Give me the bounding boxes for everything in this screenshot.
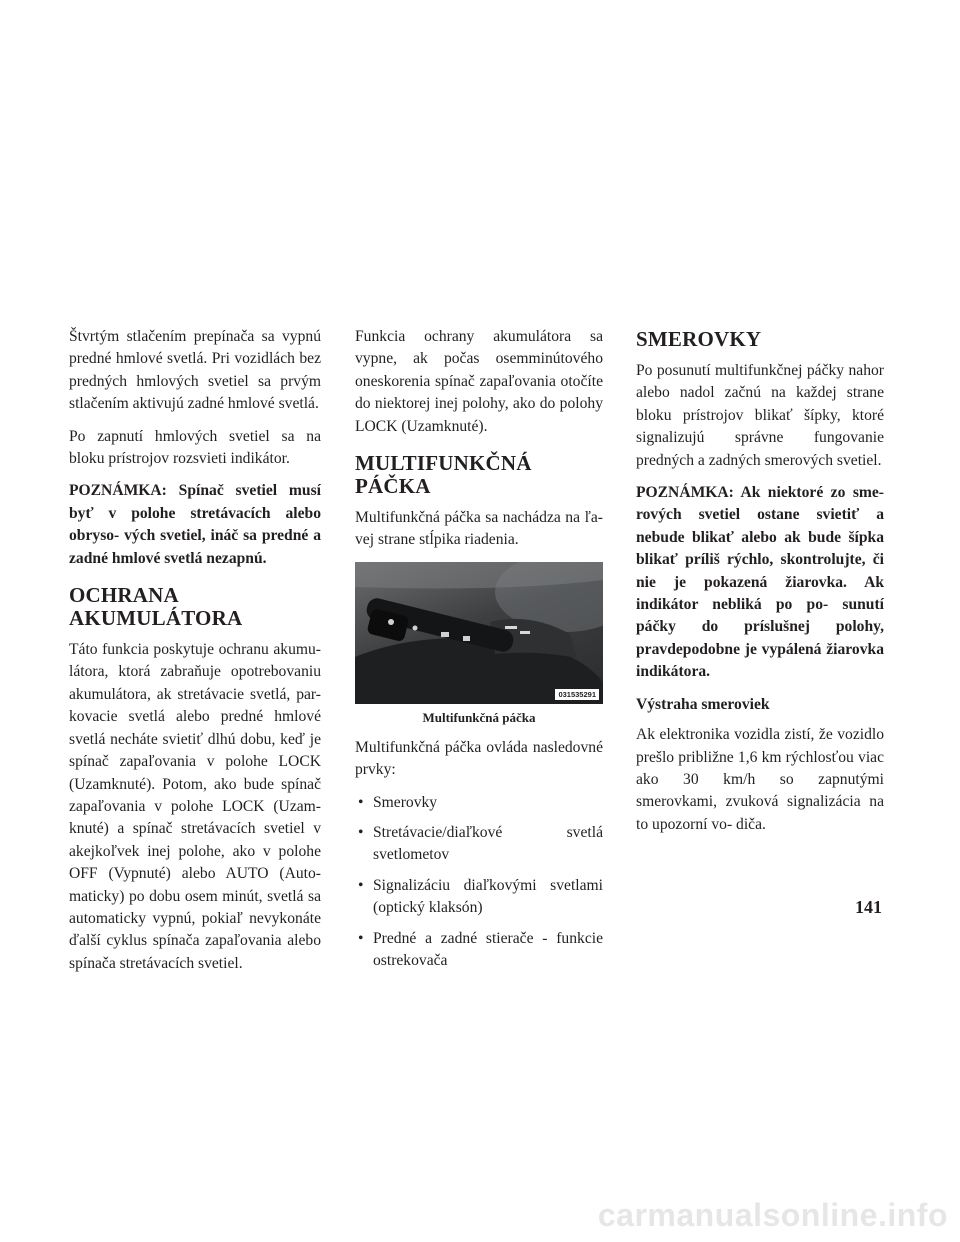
lever-features-list [355,792,603,973]
lever-photo [355,562,603,704]
heading-battery-line2: AKUMULÁTORA [69,606,243,631]
paragraph-battery-protection: Táto funkcia poskytuje ochranu akumu- látora, ktorá zabraňuje opotrebovaniu akumulátora, ak stretávacie svetlá, par- kovacie svetlá alebo predné hmlové svetlá necháte svietiť dlhú dobu, keď je spínač zapaľovania v polohe LOCK (Uzamknuté). Potom, ako bude spínač zapaľovania v polohe LOCK (Uzam- knuté) a spínač stretávacích svetiel v akejkoľvek inej polohe, ako v polohe OFF (Vypnuté) alebo AUTO (Auto- maticky) po dobu osem minút, svetlá sa automaticky vypnú, pokiaľ nevykonáte ďalší cyklus spínača zapaľovania alebo spínača stretávacích svetiel. [69,641,321,972]
heading-turn-signals: SMEROVKY [636,327,762,351]
figure-multifunction-lever [355,562,603,727]
list-item: • Stretávacie/diaľkové svetlá svetlometov [355,822,603,867]
paragraph-battery-protection-off: Funkcia ochrany akumulátora sa vypne, ak počas osemminútového oneskorenia spínač zapaľovania otočíte do niektorej inej polohy, ako do polohy LOCK (Uzamknuté). [355,328,603,435]
lever-illustration [355,562,603,704]
note-fog-lights: POZNÁMKA: Spínač svetiel musí byť v polohe stretávacích alebo obryso- vých svetiel, ináč sa predné a zadné hmlové svetlá nezapnú. [69,482,321,567]
paragraph-lever-location: Multifunkčná páčka sa nachádza na ľa- vej strane stĺpika riadenia. [355,509,603,549]
heading-multifunction-lever: MULTIFUNKČNÁ PÁČKA [355,451,532,499]
page-number: 141 [855,897,882,917]
paragraph-fog-lights-off: Štvrtým stlačením prepínača sa vypnú predné hmlové svetlá. Pri vozidlách bez predných hmlových svetiel sa prvým stlačením aktivujú zadné hmlové svetlá. [69,328,321,413]
paragraph-turn-signals: Po posunutí multifunkčnej páčky nahor alebo nadol začnú na každej strane bloku prístrojov blikať šípky, ktoré signalizujú správne fungovanie predných a zadných smerových svetiel. [636,362,884,469]
subheading-turn-signal-warning: Výstraha smeroviek [636,695,770,713]
watermark: carmanualsonline.info [597,1197,948,1233]
column-middle [355,326,603,981]
figure-code: 031535291 [555,689,599,700]
column-right [636,326,884,846]
note-turn-signals: POZNÁMKA: Ak niektoré zo sme- rových svetiel ostane svietiť a nebude blikať alebo ak bude šípka blikať príliš rýchlo, skontrolujte, či nie je pokazená žiarovka. Ak indikátor nebliká po po- sunutí páčky do príslušnej polohy, pravdepodobne je vypálená žiarovka indikátora. [636,484,884,681]
heading-battery-line1: OCHRANA [69,583,179,608]
list-item: • Signalizáciu diaľkovými svetlami (optický klaksón) [355,875,603,920]
figure-caption: Multifunkčná páčka [422,709,536,725]
paragraph-turn-signal-warning: Ak elektronika vozidla zistí, že vozidlo prešlo približne 1,6 km rýchlosťou viac ako 30 km/h so zapnutými smerovkami, zvuková signalizácia na to upozorní vo- diča. [636,726,884,833]
list-item: • Predné a zadné stierače - funkcie ostrekovača [355,928,603,973]
paragraph-lever-controls: Multifunkčná páčka ovláda nasledovné prvky: [355,738,603,779]
paragraph-fog-indicator: Po zapnutí hmlových svetiel sa na bloku prístrojov rozsvieti indikátor. [69,427,321,468]
list-item: • Smerovky [355,792,603,814]
column-left [69,326,321,985]
heading-battery-protection [69,584,321,630]
